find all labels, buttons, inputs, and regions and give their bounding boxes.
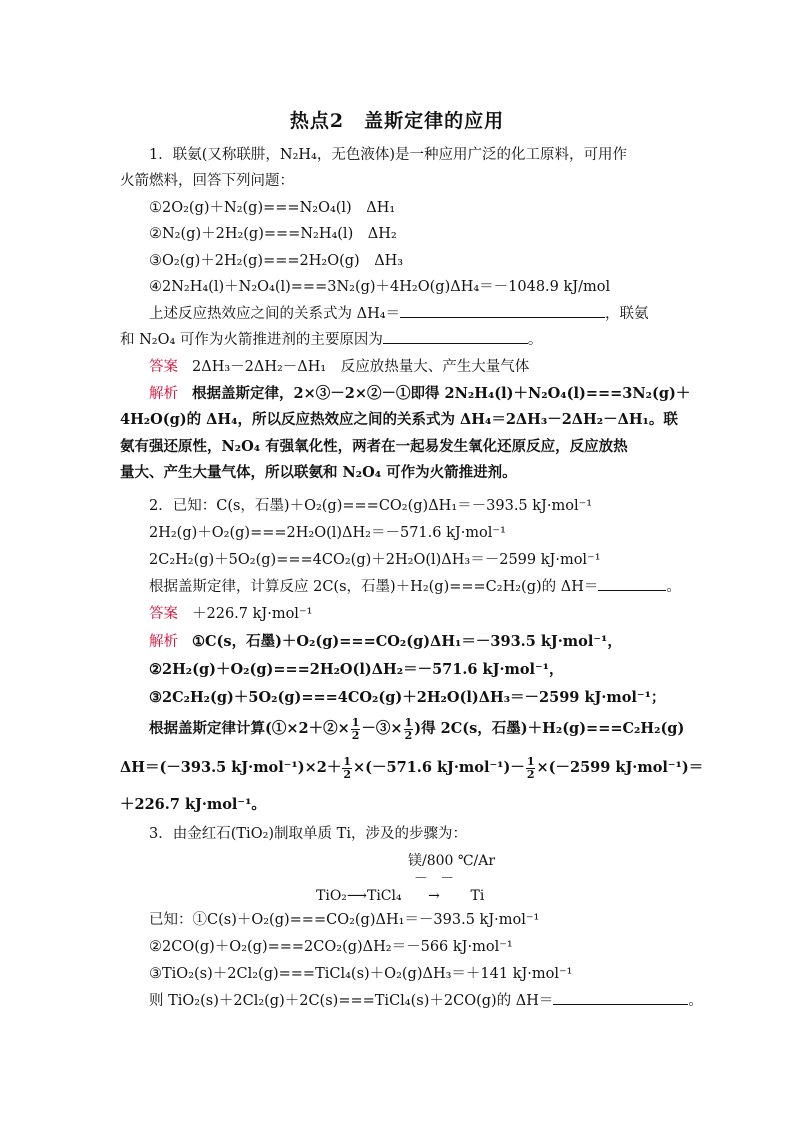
q2-analysis-line1 [149, 630, 680, 651]
fraction-half [351, 717, 361, 742]
q2-analysis-line2: ②2H₂(g)＋O₂(g)===2H₂O(l)ΔH₂＝－571.6 kJ·mol⁻¹， [149, 661, 564, 678]
fraction-denominator: 2 [343, 767, 352, 781]
fraction-denominator: 2 [351, 728, 360, 742]
q2-question-text: 根据盖斯定律，计算反应 2C(s，石墨)＋H₂(g)===C₂H₂(g)的 ΔH＝ [149, 579, 599, 595]
q1-stem-line1: 1．联氨(又称联肼，N₂H₄，无色液体)是一种应用广泛的化工原料，可用作 [149, 147, 627, 163]
q1-question-text-a: 上述反应热效应之间的关系式为 ΔH₄＝ [149, 306, 401, 322]
fraction-numerator: 1 [343, 754, 352, 768]
q2-analysis-text-5a: ΔH＝(－393.5 kJ·mol⁻¹)×2＋ [120, 759, 342, 776]
q2-analysis-text-5c: ×(－2599 kJ·mol⁻¹)＝ [536, 759, 704, 776]
scheme-product: Ti [470, 888, 485, 904]
fraction-half [404, 717, 414, 742]
q2-equation-2: 2H₂(g)＋O₂(g)===2H₂O(l)ΔH₂＝－571.6 kJ·mol⁻¹ [149, 525, 506, 541]
q2-question [149, 575, 680, 596]
q1-analysis-line4: 量大、产生大量气体，所以联氨和 N₂O₄ 可作为火箭推进剂。 [120, 464, 517, 481]
scheme-row [316, 868, 484, 904]
q2-answer-text: ＋226.7 kJ·mol⁻¹ [192, 606, 313, 622]
fraction-half [526, 756, 536, 781]
q3-equation-1: 已知：①C(s)＋O₂(g)===CO₂(g)ΔH₁＝－393.5 kJ·mol⁻¹ [149, 912, 540, 928]
q1-answer-blank-2[interactable] [383, 329, 528, 344]
fraction-numerator: 1 [526, 754, 535, 768]
q3-question-text: 则 TiO₂(s)＋2Cl₂(g)＋2C(s)===TiCl₄(s)＋2CO(g)的 ΔH＝ [149, 993, 554, 1009]
q1-answer-blank-1[interactable] [400, 303, 605, 318]
q1-equation-3: ③O₂(g)＋2H₂(g)===2H₂O(g) ΔH₃ [149, 253, 404, 269]
q1-question-text-a-end: ，联氨 [605, 306, 649, 322]
dashed-arrow-icon: － － → [413, 871, 459, 904]
q1-analysis-text-1: 根据盖斯定律，2×③－2×②－①即得 2N₂H₄(l)＋N₂O₄(l)===3N₂(g)＋ [192, 385, 691, 402]
q2-analysis-line6: ＋226.7 kJ·mol⁻¹。 [120, 796, 266, 813]
q2-equation-3: 2C₂H₂(g)＋5O₂(g)===4CO₂(g)＋2H₂O(l)ΔH₃＝－2599 kJ·mol⁻¹ [149, 552, 601, 568]
fraction-half [342, 756, 352, 781]
q2-analysis-label: 解析 [149, 634, 178, 650]
q2-analysis-text-1: ①C(s，石墨)＋O₂(g)===CO₂(g)ΔH₁＝－393.5 kJ·mol⁻¹， [192, 633, 622, 650]
q1-question-line2 [120, 328, 680, 349]
q1-equation-2: ②N₂(g)＋2H₂(g)===N₂H₄(l) ΔH₂ [149, 226, 397, 242]
q3-question-text-end: 。 [688, 993, 703, 1009]
scheme-start: TiO₂⟶TiCl₄ [316, 888, 402, 904]
q1-answer-line [149, 355, 680, 376]
q2-analysis-line5 [120, 751, 704, 785]
q1-answer-label: 答案 [149, 359, 178, 375]
q1-equation-4: ④2N₂H₄(l)＋N₂O₄(l)===3N₂(g)＋4H₂O(g)ΔH₄＝－1048.9 kJ/mol [149, 279, 611, 295]
q2-analysis-text-4c: )得 2C(s，石墨)＋H₂(g)===C₂H₂(g) [414, 720, 685, 737]
q3-stem: 3．由金红石(TiO₂)制取单质 Ti，涉及的步骤为： [149, 826, 467, 842]
fraction-denominator: 2 [526, 767, 535, 781]
q1-analysis-line2: 4H₂O(g)的 ΔH₄，所以反应热效应之间的关系式为 ΔH₄＝2ΔH₃－2ΔH₂－ΔH₁。联 [120, 411, 678, 428]
q2-analysis-text-4a: 根据盖斯定律计算(①×2＋②× [149, 720, 350, 737]
q2-analysis-line4 [149, 712, 685, 746]
reaction-scheme [0, 850, 794, 904]
q2-answer-label: 答案 [149, 606, 178, 622]
fraction-numerator: 1 [351, 715, 360, 729]
q1-question-line1 [149, 302, 680, 323]
q1-analysis-label: 解析 [149, 386, 178, 402]
q3-answer-blank[interactable] [553, 990, 688, 1005]
q1-stem-line2: 火箭燃料，回答下列问题： [120, 173, 294, 189]
q3-equation-2: ②2CO(g)＋O₂(g)===2CO₂(g)ΔH₂＝－566 kJ·mol⁻¹ [149, 939, 513, 955]
q1-analysis-line1 [149, 382, 691, 403]
q2-question-text-end: 。 [666, 579, 681, 595]
q1-analysis-line3: 氨有强还原性，N₂O₄ 有强氧化性，两者在一起易发生氧化还原反应，反应放热 [120, 438, 628, 455]
q2-analysis-text-4b: －③× [361, 720, 403, 737]
fraction-numerator: 1 [404, 715, 413, 729]
q3-question [149, 989, 703, 1010]
q2-analysis-line3: ③2C₂H₂(g)＋5O₂(g)===4CO₂(g)＋2H₂O(l)ΔH₃＝－2599 kJ·mol⁻¹； [149, 689, 666, 706]
q1-answer-text: 2ΔH₃－2ΔH₂－ΔH₁ 反应放热量大、产生大量气体 [192, 359, 530, 375]
q1-question-text-b-end: 。 [527, 332, 543, 348]
q2-stem: 2．已知：C(s，石墨)＋O₂(g)===CO₂(g)ΔH₁＝－393.5 kJ·mol⁻¹ [149, 498, 593, 514]
fraction-denominator: 2 [404, 728, 413, 742]
q3-equation-3: ③TiO₂(s)＋2Cl₂(g)===TiCl₄(s)＋O₂(g)ΔH₃＝＋141 kJ·mol⁻¹ [149, 966, 573, 982]
scheme-condition-label: 镁/800 ℃/Ar [408, 853, 496, 869]
q2-answer-line [149, 602, 680, 623]
q2-analysis-text-5b: ×(－571.6 kJ·mol⁻¹)－ [353, 759, 525, 776]
q1-equation-1: ①2O₂(g)＋N₂(g)===N₂O₄(l) ΔH₁ [149, 200, 396, 216]
page-title: 热点2 盖斯定律的应用 [289, 110, 505, 132]
q1-question-text-b: 和 N₂O₄ 可作为火箭推进剂的主要原因为 [120, 332, 383, 348]
q2-answer-blank[interactable] [598, 576, 666, 591]
